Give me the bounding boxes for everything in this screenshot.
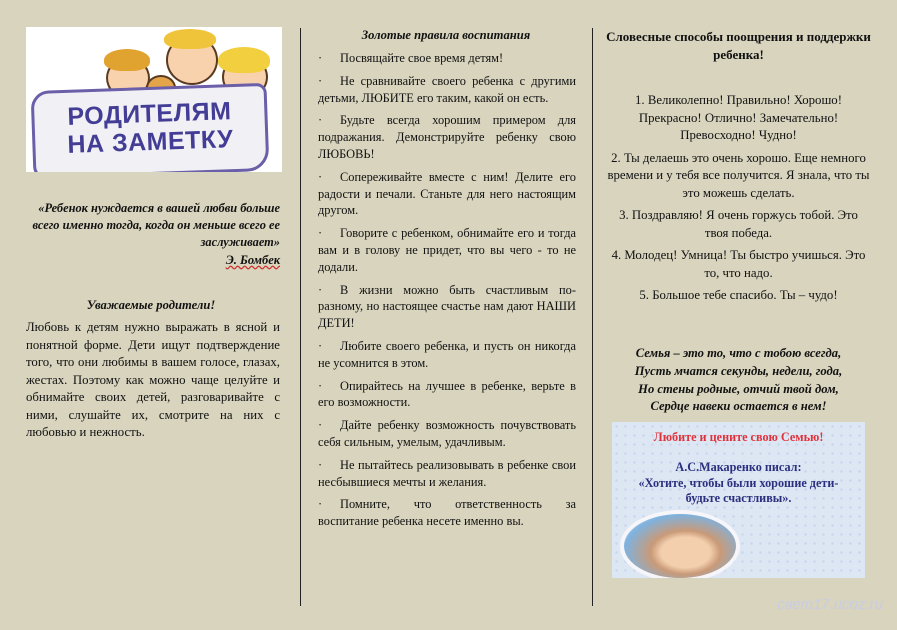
intro-heading: Уважаемые родители! — [86, 298, 216, 312]
rule-text: Будьте всегда хорошим примером для подражания. Демонстрируйте ребенку свою ЛЮБОВЬ! — [318, 113, 576, 161]
bullet-icon: · — [318, 51, 323, 65]
bullet-icon: · — [318, 169, 323, 184]
list-item: 2. Ты делаешь это очень хорошо. Еще немного времени и у тебя все получится. Я знала, что ты это можешь сделать. — [607, 150, 870, 200]
card-title: Любите и цените свою Семью! — [653, 430, 824, 444]
rule-text: Не пытайтесь реализовывать в ребенке свои несбывшиеся мечты и желания. — [318, 457, 576, 489]
card-quote: «Хотите, чтобы были хорошие дети- будьте счастливы». — [638, 476, 839, 505]
bullet-icon: · — [318, 378, 323, 393]
family-quote-card — [612, 422, 865, 578]
praise-heading: Словесные способы поощрения и поддержки ребенка! — [606, 29, 871, 62]
right-column — [606, 0, 871, 630]
rule-text: Посвящайте свое время детям! — [340, 51, 504, 65]
bullet-icon: · — [318, 338, 323, 353]
parents-banner-image — [26, 27, 282, 172]
kid-hair-icon — [104, 49, 150, 71]
list-item — [318, 169, 576, 219]
list-item — [318, 496, 576, 530]
kid-hair-icon — [218, 47, 270, 73]
rule-text: Не сравнивайте своего ребенка с другими детьми, ЛЮБИТЕ его таким, какой он есть. — [318, 73, 576, 105]
family-poem — [606, 345, 871, 416]
banner-title-line1: РОДИТЕЛЯМ — [66, 97, 232, 131]
bullet-icon: · — [318, 497, 323, 512]
praise-list — [606, 92, 871, 310]
list-item — [318, 73, 576, 107]
kid-hair-icon — [164, 29, 216, 49]
list-item — [318, 457, 576, 491]
rule-text: В жизни можно быть счастливым по-разному, но настоящее счастье нам дают НАШИ ДЕТИ! — [318, 282, 576, 331]
bullet-icon: · — [318, 457, 323, 472]
bullet-icon: · — [318, 418, 323, 433]
list-item: 5. Большое тебе спасибо. Ты – чудо! — [639, 288, 838, 302]
epigraph-quote: «Ребенок нуждается в вашей любви больше всего именно тогда, когда он меньше всего ее заслуживает» — [32, 201, 280, 249]
list-item — [318, 50, 576, 67]
list-item — [318, 112, 576, 162]
poem-line: Пусть мчатся секунды, недели, года, — [634, 363, 843, 378]
bullet-icon: · — [318, 73, 323, 88]
list-item — [318, 282, 576, 332]
banner-plaque — [31, 83, 270, 172]
intro-text: Любовь к детям нужно выражать в ясной и понятной форме. Дети ищут подтверждение того, что они любимы в вашем голосе, глазах, жестах. Поэтому как можно чаще целуйте и обнимайте своих детей, разговаривайте с ними, слушайте их, смотрите на них с любовью и нежность. — [26, 320, 280, 439]
list-item — [318, 378, 576, 412]
banner-title-line2: НА ЗАМЕТКУ — [66, 125, 234, 159]
site-watermark: свет17.ucoz.ru — [777, 596, 883, 613]
poem-line: Семья – это то, что с тобою всегда, — [635, 346, 842, 360]
poem-line: Сердце навеки остается в нем! — [650, 399, 827, 414]
list-item — [318, 225, 576, 275]
column-divider — [592, 28, 593, 606]
middle-column — [314, 0, 578, 630]
card-author: А.С.Макаренко писал: — [675, 460, 802, 474]
list-item: 1. Великолепно! Правильно! Хорошо! Прекрасно! Отлично! Замечательно! Превосходно! Чудно! — [635, 93, 842, 142]
list-item — [318, 417, 576, 451]
list-item: 3. Поздравляю! Я очень горжусь тобой. Это твоя победа. — [619, 208, 858, 240]
epigraph-author-name: Э. Бомбек — [225, 253, 280, 267]
rule-text: Сопереживайте вместе с ним! Делите его радости и печали. Станьте для него настоящим другом. — [318, 169, 576, 218]
rule-text: Любите своего ребенка, и пусть он никогда не усомнится в этом. — [318, 338, 576, 370]
bullet-icon: · — [318, 226, 323, 241]
epigraph-author — [22, 253, 280, 268]
bullet-icon: · — [318, 282, 323, 297]
rule-text: Говорите с ребенком, обнимайте его и тогда вам и в голову не придет, что вы чего - то не додали. — [318, 226, 576, 274]
poem-line: Но стены родные, отчий твой дом, — [638, 381, 839, 396]
rule-text: Опирайтесь на лучшее в ребенке, верьте в его возможности. — [318, 378, 576, 410]
bullet-icon: · — [318, 113, 323, 128]
list-item: 4. Молодец! Умница! Ты быстро учишься. Это то, что надо. — [611, 248, 866, 280]
list-item — [318, 338, 576, 372]
rule-text: Дайте ребенку возможность почувствовать себя сильным, умелым, удачливым. — [318, 418, 576, 449]
column-divider — [300, 28, 301, 606]
rule-text: Помните, что ответственность за воспитание ребенка несете именно вы. — [318, 497, 576, 529]
banner-title — [34, 96, 266, 160]
rules-heading: Золотые правила воспитания — [361, 28, 531, 42]
left-column — [22, 0, 284, 630]
rules-list — [318, 50, 576, 536]
family-photo — [620, 510, 740, 578]
